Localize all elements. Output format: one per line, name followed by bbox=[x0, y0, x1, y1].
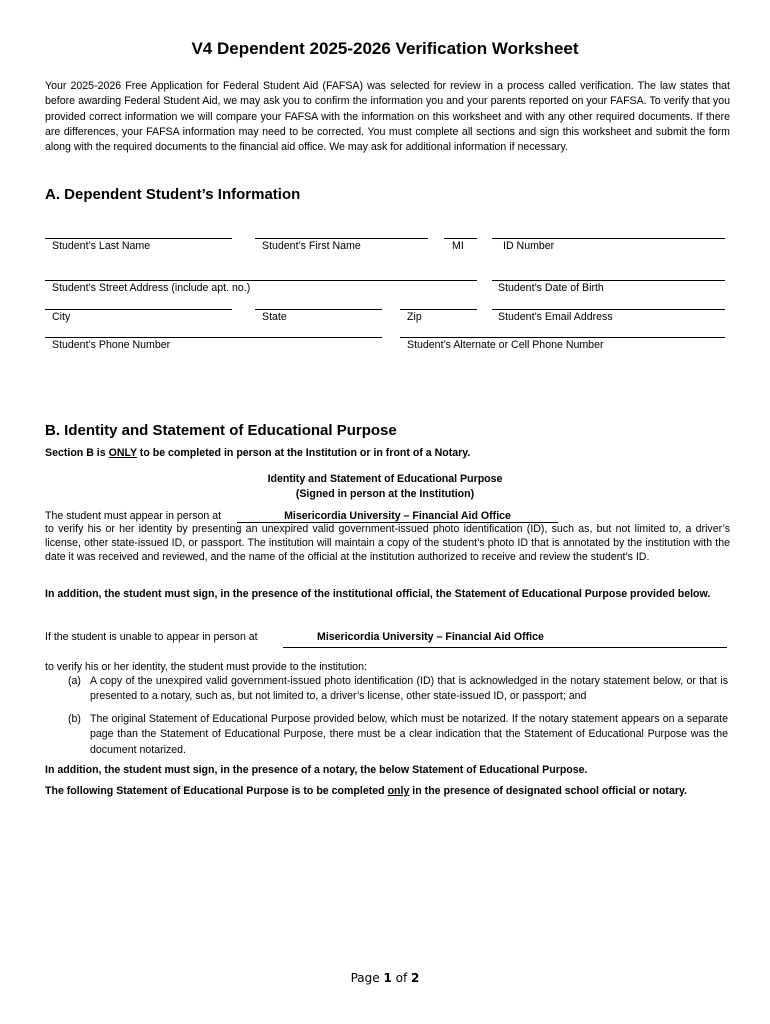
page-current: 1 bbox=[383, 971, 392, 985]
mi-field[interactable] bbox=[444, 238, 477, 239]
list-item-b-text: The original Statement of Educational Purpose provided below, which must be notarized. If the notary statement appears on a separate page than the Statement of Educational Purpose, there must be a clear indication that the Statement of Educational Purpose was the document notarized. bbox=[90, 713, 728, 756]
state-field[interactable] bbox=[255, 309, 382, 310]
first-name-field[interactable] bbox=[255, 238, 428, 239]
list-item-b bbox=[68, 712, 728, 758]
final-pre: The following Statement of Educational Purpose is to be completed bbox=[45, 785, 388, 797]
zip-field[interactable] bbox=[400, 309, 477, 310]
section-a-heading: A. Dependent Student’s Information bbox=[45, 186, 301, 203]
city-label: City bbox=[52, 311, 71, 323]
page-number bbox=[0, 971, 770, 985]
subheading-2: (Signed in person at the Institution) bbox=[295, 488, 475, 500]
notary-sign-notice: In addition, the student must sign, in the presence of a notary, the below Statement of Educational Purpose. bbox=[45, 764, 588, 776]
list-item-a-marker: (a) bbox=[68, 675, 81, 687]
id-number-field[interactable] bbox=[492, 238, 725, 239]
in-person-intro: The student must appear in person at bbox=[45, 510, 222, 522]
id-number-label: ID Number bbox=[503, 240, 555, 252]
phone-label: Student’s Phone Number bbox=[52, 339, 171, 351]
institution-sign-notice: In addition, the student must sign, in the presence of the institutional official, the Statement of Educational Purpose provided below. bbox=[45, 588, 711, 600]
unable-institution-line bbox=[283, 647, 727, 648]
document-title: V4 Dependent 2025-2026 Verification Worksheet bbox=[191, 39, 579, 58]
zip-label: Zip bbox=[407, 311, 422, 323]
subheading-1: Identity and Statement of Educational Purpose bbox=[267, 473, 503, 485]
last-name-label: Student’s Last Name bbox=[52, 240, 151, 252]
final-notice bbox=[45, 784, 705, 799]
alt-phone-label: Student’s Alternate or Cell Phone Number bbox=[407, 339, 604, 351]
page-label: Page bbox=[350, 971, 384, 985]
city-field[interactable] bbox=[45, 309, 232, 310]
notice-post: to be completed in person at the Institution or in front of a Notary. bbox=[136, 447, 471, 459]
notice-only: ONLY bbox=[108, 447, 137, 459]
final-only: only bbox=[387, 785, 410, 797]
street-address-field[interactable] bbox=[45, 280, 477, 281]
street-address-label: Student’s Street Address (include apt. no.) bbox=[52, 282, 251, 294]
section-b-notice bbox=[45, 446, 470, 461]
date-of-birth-label: Student’s Date of Birth bbox=[498, 282, 604, 294]
final-post: in the presence of designated school official or notary. bbox=[409, 785, 688, 797]
unable-institution-name: Misericordia University – Financial Aid Office bbox=[317, 631, 544, 643]
last-name-field[interactable] bbox=[45, 238, 232, 239]
intro-paragraph: Your 2025-2026 Free Application for Federal Student Aid (FAFSA) was selected for review in a process called verification. The law states that before awarding Federal Student Aid, we may ask you to confirm the information you and your parents reported on your FAFSA. To verify that you provided correct information we will compare your FAFSA with the information on this worksheet and with any other required documents. If there are differences, your FAFSA information may need to be corrected. You must complete all sections and sign this worksheet and submit the form along with the required documents to the financial aid office. We may ask for additional information if necessary. bbox=[45, 80, 730, 154]
unable-intro: If the student is unable to appear in person at bbox=[45, 631, 258, 643]
notice-pre: Section B is bbox=[45, 447, 109, 459]
section-b-heading: B. Identity and Statement of Educational Purpose bbox=[45, 422, 397, 439]
phone-field[interactable] bbox=[45, 337, 382, 338]
alt-phone-field[interactable] bbox=[400, 337, 725, 338]
unable-body: to verify his or her identity, the student must provide to the institution: bbox=[45, 661, 367, 673]
list-item-b-marker: (b) bbox=[68, 713, 81, 725]
institution-name: Misericordia University – Financial Aid Office bbox=[284, 510, 511, 522]
date-of-birth-field[interactable] bbox=[492, 280, 725, 281]
page-of: of bbox=[391, 971, 412, 985]
first-name-label: Student’s First Name bbox=[262, 240, 361, 252]
email-label: Student’s Email Address bbox=[498, 311, 613, 323]
state-label: State bbox=[262, 311, 287, 323]
list-item-a bbox=[68, 674, 728, 705]
list-item-a-text: A copy of the unexpired valid government-issued photo identification (ID) that is acknowledged in the notary statement below, or that is presented to a notary, such as, but not limited to, a driver’s license, other state-issued ID, or passport; and bbox=[90, 675, 728, 703]
mi-label: MI bbox=[452, 240, 464, 252]
in-person-body: to verify his or her identity by presenting an unexpired valid government-issued photo identification (ID), such as, but not limited to, a driver’s license, other state-issued ID, or passport. The institution will maintain a copy of the student’s photo ID that is annotated by the institution with the date it was received and reviewed, and the name of the official at the institution authorized to receive and review the student’s ID. bbox=[45, 523, 730, 563]
email-field[interactable] bbox=[492, 309, 725, 310]
page-total: 2 bbox=[411, 971, 420, 985]
